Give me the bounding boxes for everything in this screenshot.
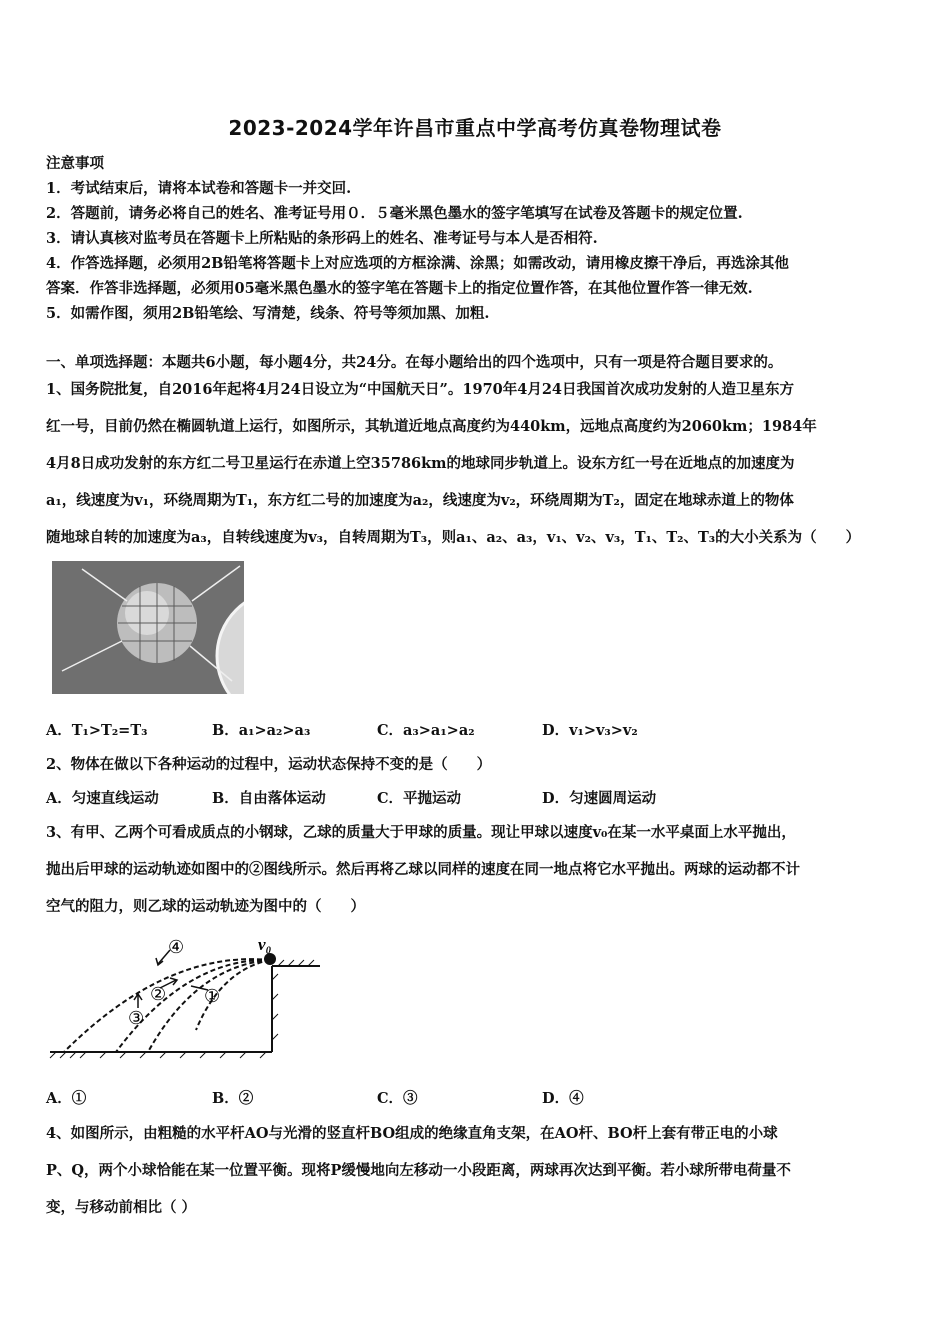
q3-option-b: B．② (212, 1090, 254, 1107)
q3-line: 空气的阻力，则乙球的运动轨迹为图中的（ ） (46, 898, 365, 915)
q4-line: 4、如图所示，由粗糙的水平杆AO与光滑的竖直杆BO组成的绝缘直角支架，在AO杆、BO杆上套有带正电的小球 (46, 1125, 778, 1142)
q3-line: 3、有甲、乙两个可看成质点的小钢球，乙球的质量大于甲球的质量。现让甲球以速度v₀在某一水平桌面上水平抛出， (46, 824, 796, 841)
notice-heading: 注意事项 (46, 155, 104, 172)
v0-label: v₀ (258, 935, 272, 954)
notice-item: 4．作答选择题，必须用2B铅笔将答题卡上对应选项的方框涂满、涂黑；如需改动，请用橡皮擦干净后，再选涂其他 (46, 255, 789, 272)
q1-option-c: C．a₃>a₁>a₂ (377, 722, 475, 739)
notice-item: 1．考试结束后，请将本试卷和答题卡一并交回. (46, 180, 352, 197)
q2-option-b: B．自由落体运动 (212, 790, 326, 807)
section-heading: 一、单项选择题：本题共6小题，每小题4分，共24分。在每小题给出的四个选项中，只有一项是符合题目要求的。 (46, 354, 783, 371)
q1-line: 随地球自转的加速度为a₃，自转线速度为v₃，自转周期为T₃，则a₁、a₂、a₃，v₁、v₂、v₃，T₁、T₂、T₃的大小关系为（ ） (46, 529, 861, 546)
q3-option-a: A．① (46, 1090, 87, 1107)
q1-line: 1、国务院批复，自2016年起将4月24日设立为“中国航天日”。1970年4月24日我国首次成功发射的人造卫星东方 (46, 381, 795, 398)
q2-line: 2、物体在做以下各种运动的过程中，运动状态保持不变的是（ ） (46, 756, 492, 773)
q3-line: 抛出后甲球的运动轨迹如图中的②图线所示。然后再将乙球以同样的速度在同一地点将它水平抛出。两球的运动都不计 (46, 861, 800, 878)
trajectory-4-label: ④ (168, 937, 185, 958)
q1-line: a₁，线速度为v₁，环绕周期为T₁，东方红二号的加速度为a₂，线速度为v₂，环绕周期为T₂，固定在地球赤道上的物体 (46, 492, 794, 509)
notice-item: 3．请认真核对监考员在答题卡上所粘贴的条形码上的姓名、准考证号与本人是否相符. (46, 230, 598, 247)
q2-option-c: C．平抛运动 (377, 790, 462, 807)
q1-line: 4月8日成功发射的东方红二号卫星运行在赤道上空35786km的地球同步轨道上。设东方红一号在近地点的加速度为 (46, 455, 795, 472)
trajectory-figure (46, 930, 326, 1060)
q1-option-d: D．v₁>v₃>v₂ (542, 722, 638, 739)
notice-item: 5．如需作图，须用2B铅笔绘、写清楚，线条、符号等须加黑、加粗. (46, 305, 490, 322)
page-title: 2023-2024学年许昌市重点中学高考仿真卷物理试卷 (228, 116, 722, 140)
trajectory-3-label: ③ (128, 1008, 145, 1029)
trajectory-1-label: ① (204, 986, 221, 1007)
q1-option-a: A．T₁>T₂=T₃ (46, 722, 148, 739)
q2-option-a: A．匀速直线运动 (46, 790, 159, 807)
notice-item: 2．答题前，请务必将自己的姓名、准考证号用０．５毫米黑色墨水的签字笔填写在试卷及答题卡的规定位置. (46, 205, 743, 222)
q4-line: P、Q，两个小球恰能在某一位置平衡。现将P缓慢地向左移动一小段距离，两球再次达到平衡。若小球所带电荷量不 (46, 1162, 791, 1179)
q4-line: 变，与移动前相比（ ） (46, 1199, 197, 1216)
q3-option-c: C．③ (377, 1090, 418, 1107)
q2-option-d: D．匀速圆周运动 (542, 790, 657, 807)
q1-option-b: B．a₁>a₂>a₃ (212, 722, 311, 739)
notice-item: 答案．作答非选择题，必须用05毫米黑色墨水的签字笔在答题卡上的指定位置作答，在其他位置作答一律无效. (46, 280, 753, 297)
q3-option-d: D．④ (542, 1090, 584, 1107)
satellite-photo (52, 561, 244, 694)
trajectory-2-label: ② (150, 984, 167, 1005)
q1-line: 红一号，目前仍然在椭圆轨道上运行，如图所示，其轨道近地点高度约为440km，远地点高度约为2060km；1984年 (46, 418, 817, 435)
